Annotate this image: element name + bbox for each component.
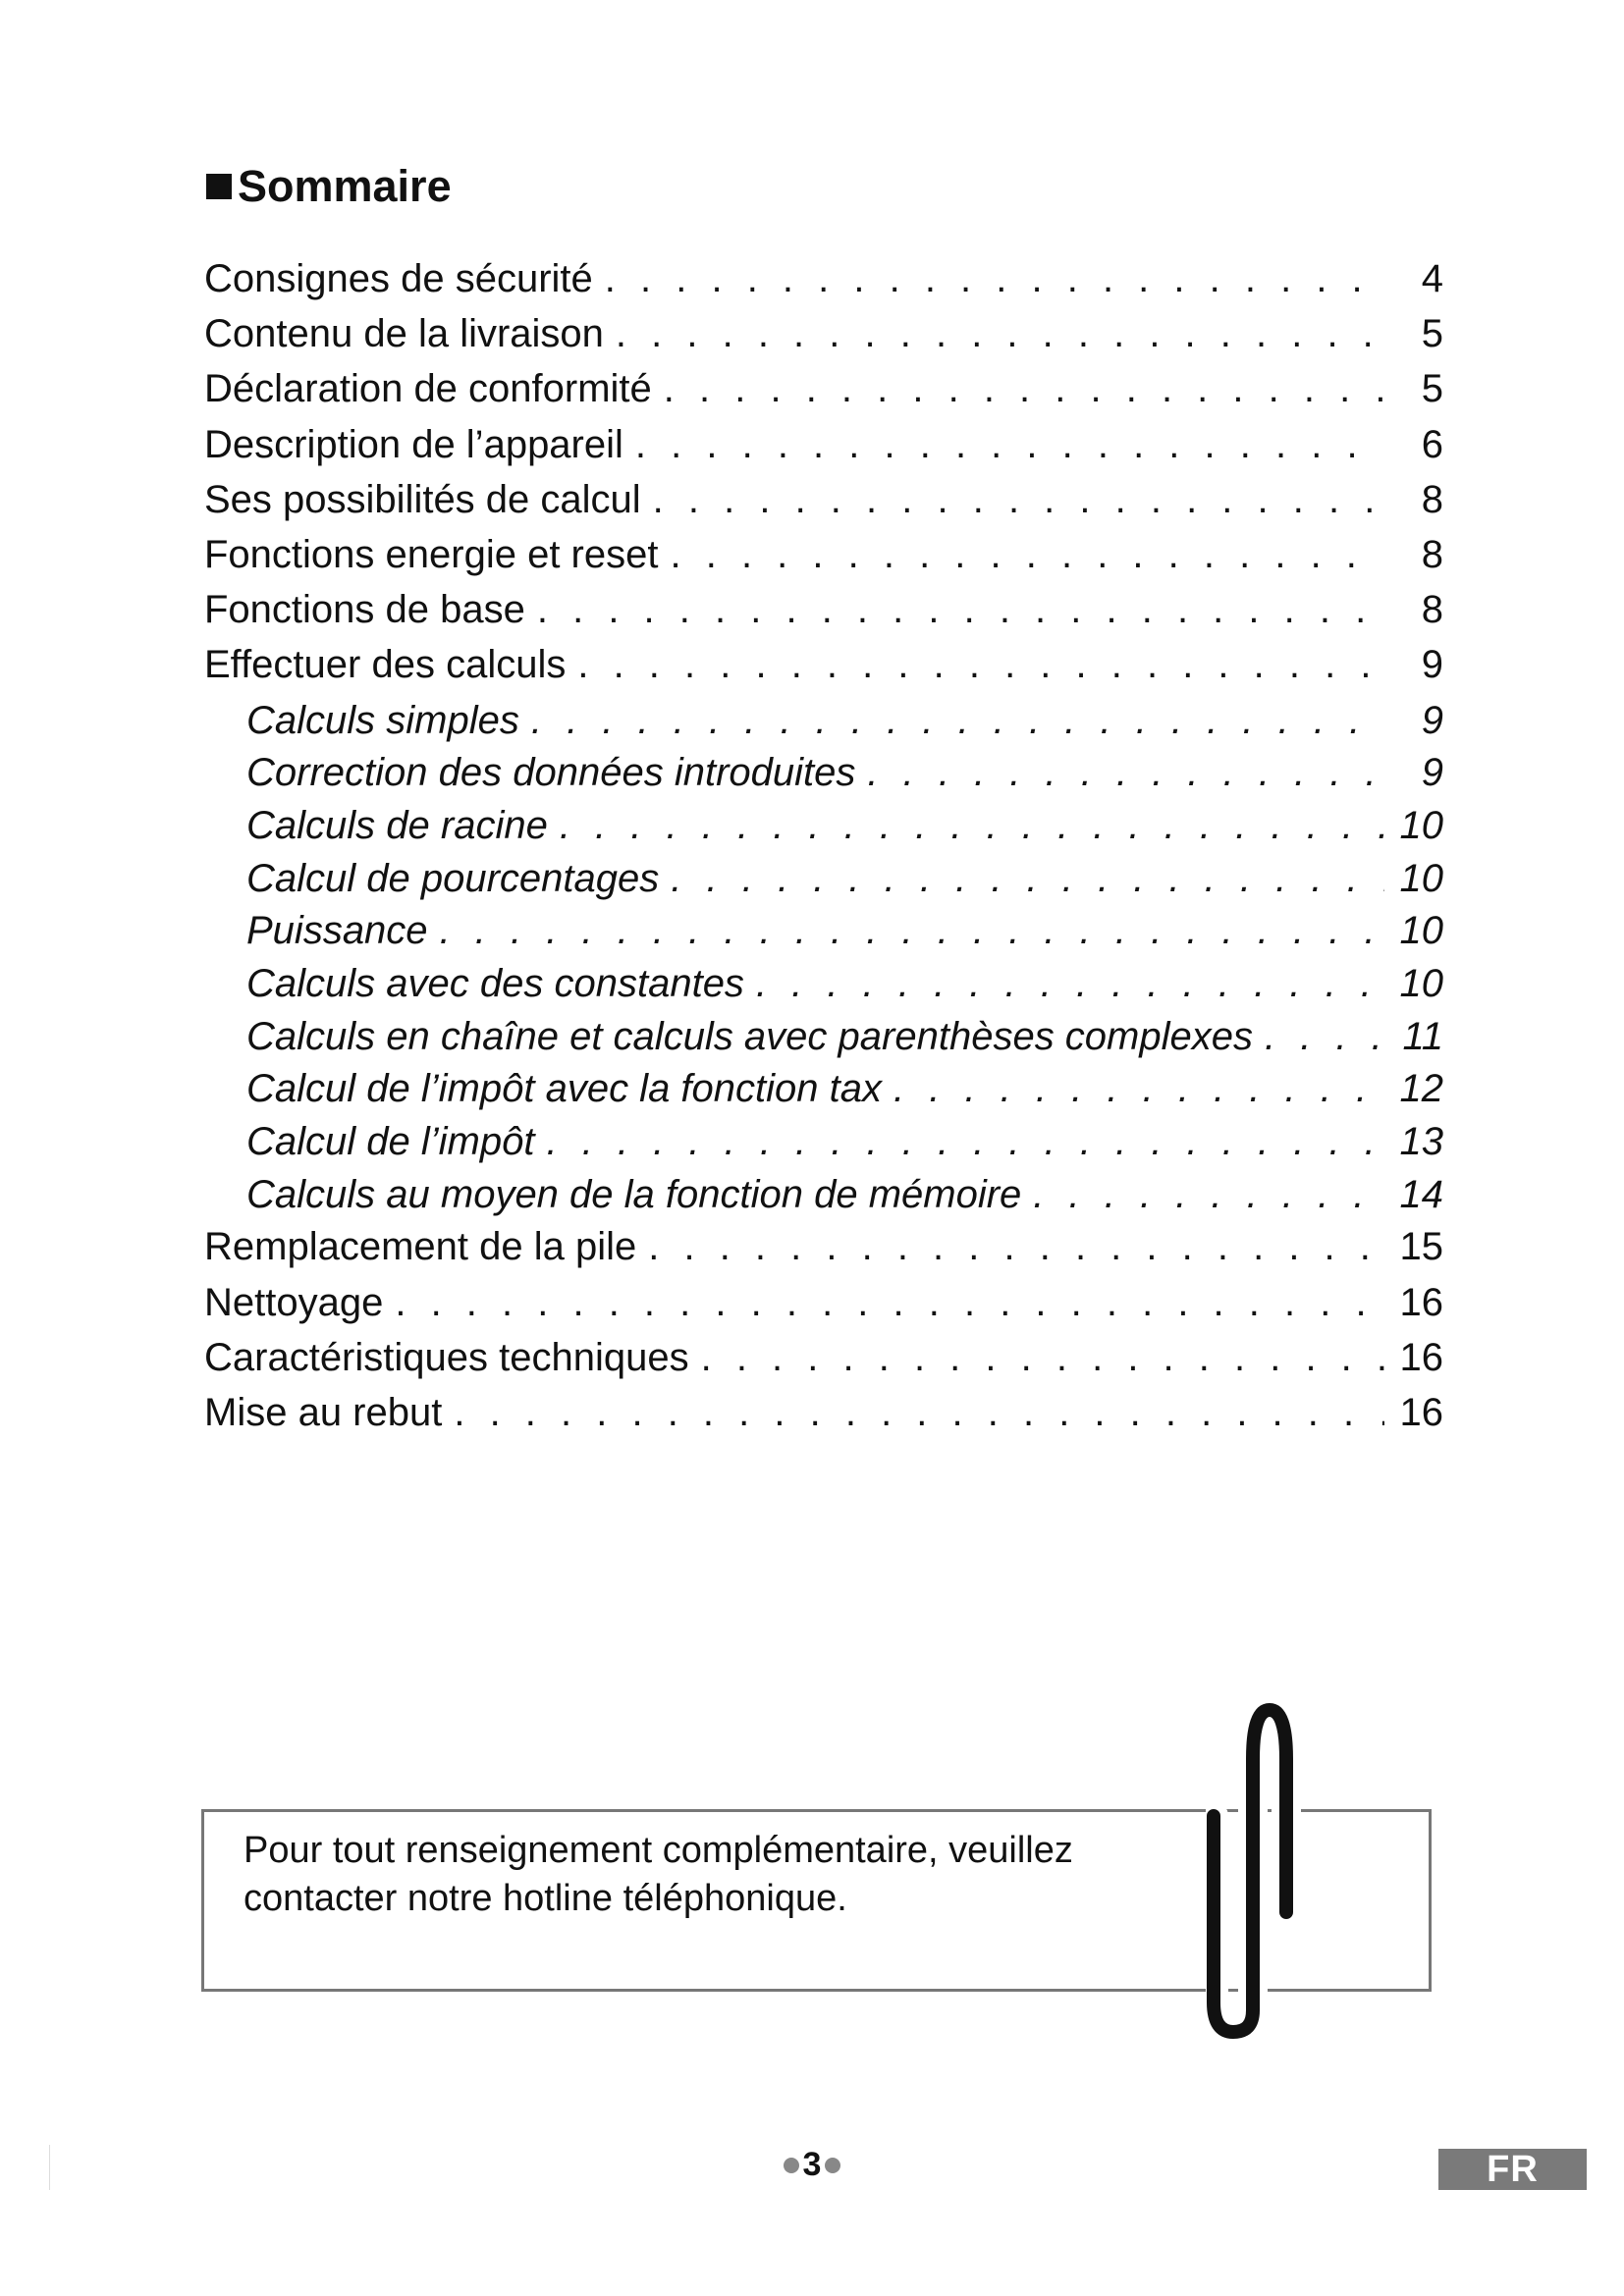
toc-entry-label: Correction des données introduites	[246, 751, 856, 795]
toc-entry-page: 9	[1421, 698, 1443, 742]
toc-entry	[204, 857, 1443, 910]
toc-entry-label: Description de l’appareil	[204, 422, 623, 466]
toc-entry-label: Contenu de la livraison	[204, 312, 604, 356]
toc-entry	[204, 588, 1443, 643]
toc-leader-dots	[670, 533, 1384, 577]
toc-entry-page: 11	[1402, 1014, 1443, 1058]
toc-entry-page: 10	[1399, 856, 1443, 900]
toc-entry-label: Effectuer des calculs	[204, 643, 567, 687]
toc-entry-page: 8	[1421, 588, 1443, 632]
toc-entry	[204, 1120, 1443, 1173]
toc-entry	[204, 909, 1443, 962]
toc-leader-dots	[635, 423, 1384, 467]
toc-entry-page: 6	[1421, 422, 1443, 466]
toc-entry-label: Fonctions de base	[204, 588, 525, 632]
toc-entry-label: Calcul de l’impôt	[246, 1120, 535, 1163]
toc-leader-dots	[454, 1391, 1384, 1435]
table-of-contents	[204, 257, 1443, 1446]
toc-entry-page: 4	[1421, 257, 1443, 300]
toc-entry-page: 9	[1421, 751, 1443, 795]
paperclip-icon	[1206, 1669, 1333, 2047]
toc-entry-label: Calculs de racine	[246, 803, 548, 847]
toc-entry	[204, 1391, 1443, 1446]
toc-entry-label: Nettoyage	[204, 1280, 384, 1324]
toc-entry-label: Déclaration de conformité	[204, 367, 652, 411]
toc-entry-page: 10	[1399, 961, 1443, 1005]
toc-entry-page: 8	[1421, 477, 1443, 521]
toc-leader-dots	[395, 1281, 1384, 1325]
square-bullet-icon	[206, 174, 232, 199]
toc-entry	[204, 1015, 1443, 1068]
toc-leader-dots	[577, 643, 1384, 687]
toc-entry-page: 12	[1399, 1067, 1443, 1111]
toc-entry-page: 10	[1399, 909, 1443, 953]
toc-entry	[204, 1281, 1443, 1336]
toc-entry-label: Calculs avec des constantes	[246, 961, 744, 1005]
dot-icon	[825, 2158, 840, 2173]
toc-leader-dots	[867, 751, 1384, 795]
toc-entry	[204, 699, 1443, 752]
toc-entry	[204, 423, 1443, 478]
toc-entry	[204, 1336, 1443, 1391]
toc-entry-label: Remplacement de la pile	[204, 1225, 637, 1269]
toc-entry-label: Calcul de pourcentages	[246, 856, 660, 900]
toc-leader-dots	[605, 257, 1384, 301]
toc-entry	[204, 962, 1443, 1015]
info-text-line-2: contacter notre hotline téléphonique.	[244, 1878, 847, 1919]
toc-entry	[204, 1173, 1443, 1226]
toc-leader-dots	[1033, 1173, 1384, 1217]
toc-entry-label: Puissance	[246, 909, 428, 953]
toc-entry-page: 9	[1421, 643, 1443, 687]
toc-entry-label: Calculs simples	[246, 698, 519, 742]
toc-entry	[204, 478, 1443, 533]
language-label: FR	[1487, 2148, 1539, 2190]
toc-entry	[204, 804, 1443, 857]
toc-entry	[204, 533, 1443, 588]
toc-entry-page: 13	[1399, 1120, 1443, 1163]
info-text	[244, 1827, 1147, 1923]
page-number-text: 3	[802, 2146, 822, 2183]
toc-entry-page: 5	[1421, 367, 1443, 411]
toc-entry	[204, 367, 1443, 422]
language-badge	[1438, 2149, 1587, 2190]
toc-leader-dots	[671, 857, 1384, 901]
toc-leader-dots	[653, 478, 1384, 522]
toc-leader-dots	[537, 588, 1384, 632]
toc-leader-dots	[664, 367, 1384, 411]
toc-entry-label: Caractéristiques techniques	[204, 1335, 689, 1379]
toc-entry-page: 16	[1399, 1335, 1443, 1379]
toc-entry-label: Calculs au moyen de la fonction de mémoire	[246, 1172, 1022, 1216]
toc-leader-dots	[531, 699, 1384, 743]
dot-icon	[784, 2158, 799, 2173]
toc-entry-page: 8	[1421, 532, 1443, 576]
toc-leader-dots	[756, 962, 1384, 1006]
toc-entry-label: Ses possibilités de calcul	[204, 477, 641, 521]
page-title-text: Sommaire	[238, 161, 452, 211]
toc-leader-dots	[648, 1225, 1384, 1269]
toc-entry-page: 14	[1399, 1172, 1443, 1216]
toc-entry-page: 5	[1421, 312, 1443, 356]
toc-entry-label: Mise au rebut	[204, 1390, 443, 1434]
toc-entry	[204, 643, 1443, 698]
toc-entry-page: 15	[1399, 1225, 1443, 1269]
toc-leader-dots	[440, 909, 1384, 953]
toc-leader-dots	[1265, 1015, 1384, 1059]
toc-leader-dots	[701, 1336, 1384, 1380]
page-number	[0, 2146, 1624, 2184]
toc-entry-page: 16	[1399, 1390, 1443, 1434]
page-title	[206, 161, 452, 212]
toc-entry	[204, 1225, 1443, 1280]
info-text-line-1: Pour tout renseignement complémentaire, veuillez	[244, 1830, 1073, 1871]
toc-entry	[204, 1067, 1443, 1120]
toc-entry-label: Calcul de l’impôt avec la fonction tax	[246, 1067, 882, 1111]
toc-entry-page: 16	[1399, 1280, 1443, 1324]
toc-leader-dots	[893, 1067, 1384, 1111]
toc-leader-dots	[546, 1120, 1384, 1164]
toc-entry	[204, 257, 1443, 312]
toc-entry	[204, 312, 1443, 367]
toc-entry-label: Consignes de sécurité	[204, 257, 593, 300]
toc-leader-dots	[616, 312, 1384, 356]
toc-entry	[204, 751, 1443, 804]
toc-entry-page: 10	[1399, 803, 1443, 847]
toc-entry-label: Fonctions energie et reset	[204, 532, 659, 576]
toc-entry-label: Calculs en chaîne et calculs avec parenthèses complexes	[246, 1014, 1253, 1058]
toc-leader-dots	[560, 804, 1384, 848]
